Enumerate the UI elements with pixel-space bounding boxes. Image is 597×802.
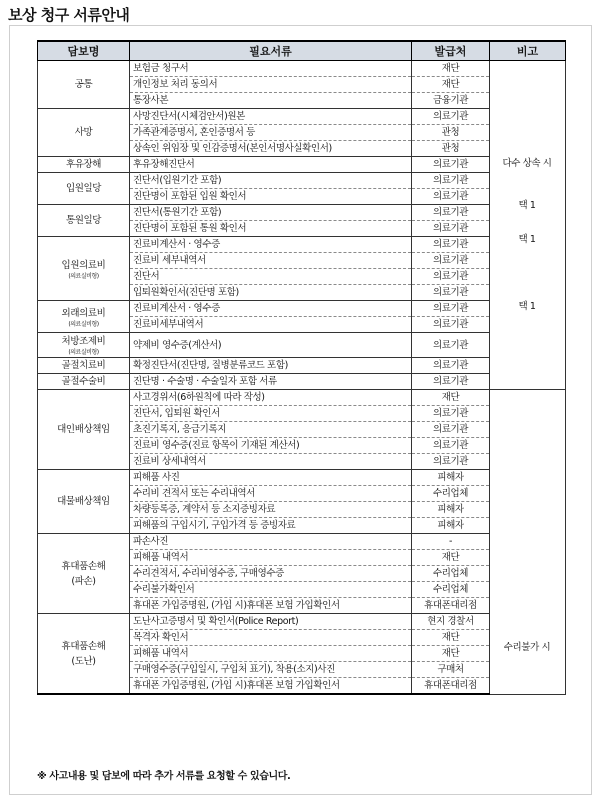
document-cell: 입퇴원확인서(진단명 포함) (130, 285, 412, 301)
document-cell: 휴대폰 가입증명원, (가입 시)휴대폰 보험 가입확인서 (130, 678, 412, 695)
issuer-cell: 의료기관 (412, 205, 490, 221)
note-choose-one: 택 1 (518, 200, 536, 211)
issuer-cell: 휴대폰대리점 (412, 598, 490, 614)
coverage-sublabel: (의료실비형) (68, 349, 99, 356)
table-row (38, 301, 566, 317)
issuer-cell: 의료기관 (412, 237, 490, 253)
table-row (38, 237, 566, 253)
page-title: 보상 청구 서류안내 (8, 6, 130, 24)
issuer-cell: 의료기관 (412, 406, 490, 422)
issuer-cell: 의료기관 (412, 422, 490, 438)
document-cell: 피해품 내역서 (130, 646, 412, 662)
document-cell: 진료비 영수증(진료 항목이 기재된 계산서) (130, 438, 412, 454)
issuer-cell: 의료기관 (412, 438, 490, 454)
document-cell: 진료비계산서 · 영수증 (130, 237, 412, 253)
header-coverage: 담보명 (38, 41, 130, 61)
header-required-docs: 필요서류 (130, 41, 412, 61)
header-note: 비고 (490, 41, 566, 61)
document-cell: 초진기록지, 응급기록지 (130, 422, 412, 438)
table-row (38, 614, 566, 630)
document-cell: 수리불가확인서 (130, 582, 412, 598)
document-cell: 목격자 확인서 (130, 630, 412, 646)
issuer-cell: 의료기관 (412, 173, 490, 189)
issuer-cell: 수리업체 (412, 486, 490, 502)
issuer-cell: 의료기관 (412, 358, 490, 374)
issuer-cell: 의료기관 (412, 269, 490, 285)
document-cell: 진료비 상세내역서 (130, 454, 412, 470)
table-row (38, 173, 566, 189)
document-cell: 진료비계산서 · 영수증 (130, 301, 412, 317)
coverage-label: 외래의료비 (61, 307, 106, 319)
issuer-cell: - (412, 534, 490, 550)
table-row (38, 534, 566, 550)
issuer-cell: 의료기관 (412, 157, 490, 173)
coverage-cell: 대물배상책임 (38, 470, 130, 534)
document-cell: 진단명이 포함된 통원 확인서 (130, 221, 412, 237)
document-cell: 통장사본 (130, 93, 412, 109)
document-cell: 개인정보 처리 동의서 (130, 77, 412, 93)
coverage-label: 처방조제비 (61, 336, 106, 347)
coverage-sublabel: (도난) (71, 655, 96, 667)
document-cell: 상속인 위임장 및 인감증명서(본인서명사실확인서) (130, 141, 412, 157)
coverage-cell: 후유장해 (38, 157, 130, 173)
issuer-cell: 피해자 (412, 470, 490, 486)
document-cell: 사고경위서(6하원칙에 따라 작성) (130, 390, 412, 406)
document-cell: 진료비세부내역서 (130, 317, 412, 333)
coverage-cell: 통원일당 (38, 205, 130, 237)
document-frame (9, 25, 592, 795)
issuer-cell: 수리업체 (412, 582, 490, 598)
document-cell: 사망진단서(시체검안서)원본 (130, 109, 412, 125)
issuer-cell: 재단 (412, 77, 490, 93)
issuer-cell: 관청 (412, 125, 490, 141)
note-unrepairable: 수리불가 시 (503, 642, 551, 653)
issuer-cell: 재단 (412, 550, 490, 566)
table-row (38, 157, 566, 173)
coverage-label: 휴대품손해 (61, 640, 106, 652)
coverage-cell (38, 534, 130, 614)
note-cell (490, 390, 566, 695)
issuer-cell: 관청 (412, 141, 490, 157)
document-cell: 확정진단서(진단명, 질병분류코드 포함) (130, 358, 412, 374)
coverage-label: 입원의료비 (61, 259, 106, 271)
issuer-cell: 의료기관 (412, 189, 490, 205)
note-choose-one: 택 1 (518, 301, 536, 312)
note-multi-heir: 다수 상속 시 (502, 158, 552, 169)
document-cell: 휴대폰 가입증명원, (가입 시)휴대폰 보험 가입확인서 (130, 598, 412, 614)
note-cell (490, 61, 566, 390)
issuer-cell: 재단 (412, 630, 490, 646)
document-cell: 진단서(입원기간 포함) (130, 173, 412, 189)
issuer-cell: 의료기관 (412, 317, 490, 333)
table-row (38, 470, 566, 486)
note-choose-one: 택 1 (518, 234, 536, 245)
document-cell: 진단서 (130, 269, 412, 285)
issuer-cell: 의료기관 (412, 221, 490, 237)
header-issuer: 발급처 (412, 41, 490, 61)
document-cell: 가족관계증명서, 혼인증명서 등 (130, 125, 412, 141)
issuer-cell: 의료기관 (412, 109, 490, 125)
issuer-cell: 금융기관 (412, 93, 490, 109)
issuer-cell: 구매처 (412, 662, 490, 678)
document-cell: 피해품 내역서 (130, 550, 412, 566)
issuer-cell: 피해자 (412, 502, 490, 518)
issuer-cell: 재단 (412, 61, 490, 77)
claim-documents-table (37, 40, 566, 695)
document-cell: 약제비 영수증(계산서) (130, 333, 412, 358)
coverage-sublabel: (의료실비형) (68, 320, 99, 328)
coverage-cell (38, 333, 130, 358)
issuer-cell: 수리업체 (412, 566, 490, 582)
coverage-cell: 대인배상책임 (38, 390, 130, 470)
document-cell: 진료비 세부내역서 (130, 253, 412, 269)
table-row (38, 61, 566, 77)
issuer-cell: 재단 (412, 646, 490, 662)
issuer-cell: 피해자 (412, 518, 490, 534)
document-cell: 피해품 사진 (130, 470, 412, 486)
document-cell: 후유장해진단서 (130, 157, 412, 173)
document-cell: 보험금 청구서 (130, 61, 412, 77)
coverage-cell (38, 614, 130, 695)
coverage-label: 휴대품손해 (61, 560, 106, 572)
document-cell: 구매영수증(구입일시, 구입처 표기), 착용(소지)사진 (130, 662, 412, 678)
document-cell: 진단서, 입퇴원 확인서 (130, 406, 412, 422)
document-cell: 진단서(통원기간 포함) (130, 205, 412, 221)
coverage-cell: 공통 (38, 61, 130, 109)
issuer-cell: 휴대폰대리점 (412, 678, 490, 695)
coverage-sublabel: (의료실비형) (68, 272, 99, 280)
coverage-cell: 사망 (38, 109, 130, 157)
coverage-cell: 골절수술비 (38, 374, 130, 390)
table-row (38, 374, 566, 390)
document-cell: 수리견적서, 수리비영수증, 구매영수증 (130, 566, 412, 582)
document-cell: 수리비 견적서 또는 수리내역서 (130, 486, 412, 502)
document-cell: 차량등록증, 계약서 등 소지증빙자료 (130, 502, 412, 518)
coverage-cell (38, 237, 130, 301)
table-row (38, 358, 566, 374)
document-cell: 파손사진 (130, 534, 412, 550)
coverage-cell: 골절치료비 (38, 358, 130, 374)
issuer-cell: 의료기관 (412, 285, 490, 301)
coverage-sublabel: (파손) (71, 575, 96, 587)
issuer-cell: 재단 (412, 390, 490, 406)
table-row (38, 390, 566, 406)
issuer-cell: 의료기관 (412, 333, 490, 358)
document-cell: 피해품의 구입시기, 구입가격 등 증빙자료 (130, 518, 412, 534)
issuer-cell: 의료기관 (412, 374, 490, 390)
document-cell: 도난사고증명서 및 확인서(Police Report) (130, 614, 412, 630)
issuer-cell: 의료기관 (412, 301, 490, 317)
coverage-cell (38, 301, 130, 333)
table-row (38, 205, 566, 221)
issuer-cell: 의료기관 (412, 253, 490, 269)
document-cell: 진단명이 포함된 입원 확인서 (130, 189, 412, 205)
issuer-cell: 의료기관 (412, 454, 490, 470)
table-row (38, 333, 566, 358)
coverage-cell: 입원일당 (38, 173, 130, 205)
document-cell: 진단명 · 수술명 · 수술일자 포함 서류 (130, 374, 412, 390)
table-header-row (38, 41, 566, 61)
footnote: ※ 사고내용 및 담보에 따라 추가 서류를 요청할 수 있습니다. (37, 771, 291, 782)
table-row (38, 109, 566, 125)
issuer-cell: 현지 경찰서 (412, 614, 490, 630)
